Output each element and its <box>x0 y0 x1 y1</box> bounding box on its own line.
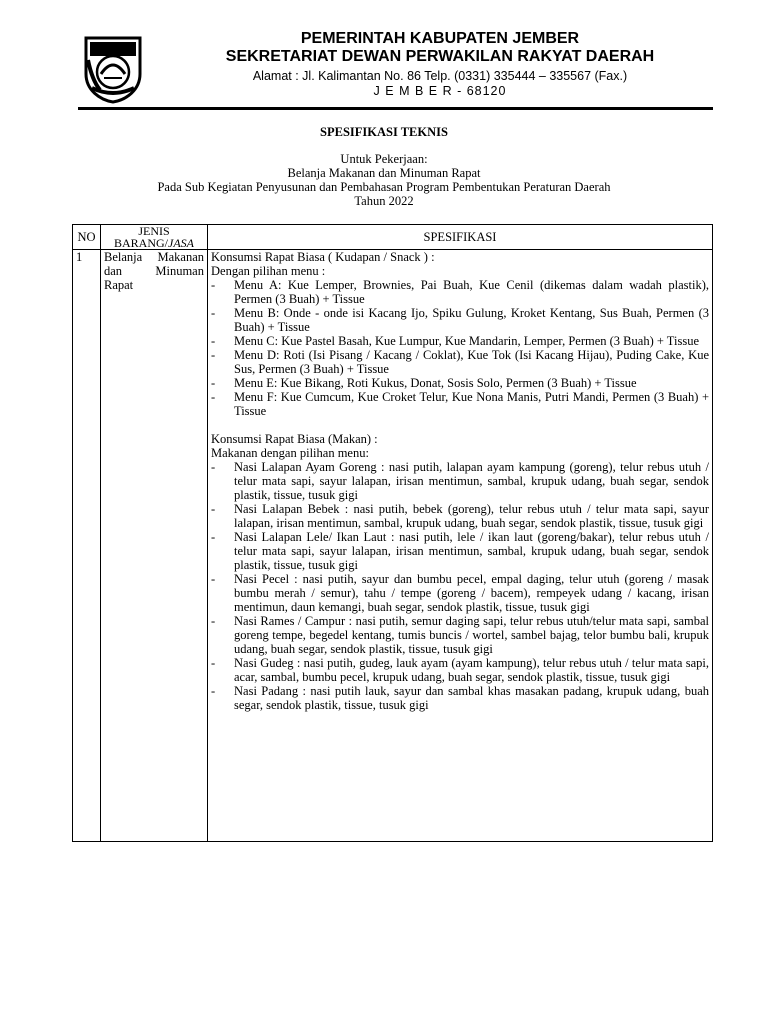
header-spesifikasi: SPESIFIKASI <box>208 225 713 250</box>
table-row <box>73 250 713 842</box>
list-item: - Nasi Rames / Campur : nasi putih, semur daging sapi, telur rebus utuh/telur mata sapi, sambal goreng tempe, begedel kentang, tumis buncis / wortel, sambel bajag, telor bumbu bali, krupuk udang, buah segar, sendok plastik, tissue, tusuk gigi <box>211 614 709 656</box>
list-item: - Nasi Lalapan Bebek : nasi putih, bebek (goreng), telur rebus utuh / telur mata sapi, sayur lalapan, irisan mentimun, sambal, krupuk udang, buah segar, sendok plastik, tissue, tusuk gigi <box>211 502 709 530</box>
header-no: NO <box>73 225 101 250</box>
row-no: 1 <box>73 250 101 842</box>
section-gap <box>211 418 709 432</box>
specification-table <box>72 224 713 842</box>
year: Tahun 2022 <box>354 194 414 208</box>
snack-menu-list <box>211 278 709 418</box>
list-item: - Nasi Lalapan Ayam Goreng : nasi putih, lalapan ayam kampung (goreng), telur rebus utuh / telur mata sapi, sayur lalapan, irisan mentimun, sambal, krupuk udang, buah segar, sendok plastik, tissue, tusuk gigi <box>211 460 709 502</box>
list-item: - Menu B: Onde - onde isi Kacang Ijo, Spiku Gulung, Kroket Kentang, Sus Buah, Permen (3 Buah) + Tissue <box>211 306 709 334</box>
letterhead-divider <box>78 107 713 110</box>
list-item: - Menu F: Kue Cumcum, Kue Croket Telur, Kue Nona Manis, Putri Mandi, Permen (3 Buah) + Tissue <box>211 390 709 418</box>
meal-menu-list <box>211 460 709 712</box>
document-heading: SPESIFIKASI TEKNIS <box>320 125 448 139</box>
list-item: - Nasi Padang : nasi putih lauk, sayur dan sambal khas masakan padang, krupuk udang, buah segar, sendok plastik, tissue, tusuk gigi <box>211 684 709 712</box>
sub-activity: Pada Sub Kegiatan Penyusunan dan Pembahasan Program Pembentukan Peraturan Daerah <box>157 180 611 194</box>
header-jenis-line1: JENIS <box>138 224 170 238</box>
list-item: - Menu A: Kue Lemper, Brownies, Pai Buah, Kue Cenil (dikemas dalam wadah plastik), Permen (3 Buah) + Tissue <box>211 278 709 306</box>
meal-section-title: Konsumsi Rapat Biasa (Makan) : <box>211 432 378 446</box>
table-header-row <box>73 225 713 250</box>
list-item: - Nasi Gudeg : nasi putih, gudeg, lauk ayam (ayam kampung), telur rebus utuh / telur mata sapi, acar, sambal, bumbu pecel, krupuk udang, buah segar, sendok plastik, tissue, tusuk gigi <box>211 656 709 684</box>
letterhead-text <box>160 30 720 98</box>
row-jenis: Belanja Makanan dan Minuman Rapat <box>101 250 208 842</box>
meal-section-subtitle: Makanan dengan pilihan menu: <box>211 446 369 460</box>
city-postcode: J E M B E R - 68120 <box>373 84 507 98</box>
snack-section-title: Konsumsi Rapat Biasa ( Kudapan / Snack ) : <box>211 250 435 264</box>
list-item: - Nasi Pecel : nasi putih, sayur dan bumbu pecel, empal daging, telur utuh (goreng / masak bumbu merah / semur), tahu / tempe (goreng / bacem), rempeyek udang / kacang, irisan mentimun, daun kemangi, buah segar, sendok plastik, tissue, tusuk gigi <box>211 572 709 614</box>
list-item: - Nasi Lalapan Lele/ Ikan Laut : nasi putih, lele / ikan laut (goreng/bakar), telur rebus utuh / telur mata sapi, sayur lalapan, irisan mentimun, sambal, krupuk udang, buah segar, sendok plastik, tissue, tusuk gigi <box>211 530 709 572</box>
kabupaten-jember-emblem-icon <box>78 34 148 104</box>
letterhead <box>0 0 768 112</box>
header-jenis-barang: BARANG/ <box>113 236 168 250</box>
for-work-label: Untuk Pekerjaan: <box>340 152 428 166</box>
header-jenis-jasa: JASA <box>168 236 194 250</box>
government-name: PEMERINTAH KABUPATEN JEMBER <box>300 30 580 47</box>
work-description <box>0 152 768 208</box>
work-name: Belanja Makanan dan Minuman Rapat <box>287 166 481 180</box>
snack-section-subtitle: Dengan pilihan menu : <box>211 264 326 278</box>
list-item: - Menu E: Kue Bikang, Roti Kukus, Donat, Sosis Solo, Permen (3 Buah) + Tissue <box>211 376 709 390</box>
header-jenis <box>101 225 208 250</box>
address-line: Alamat : Jl. Kalimantan No. 86 Telp. (0331) 335444 – 335567 (Fax.) <box>252 69 628 83</box>
row-spesifikasi <box>208 250 713 842</box>
list-item: - Menu D: Roti (Isi Pisang / Kacang / Coklat), Kue Tok (Isi Kacang Hijau), Puding Cake, Kue Sus, Permen (3 Buah) + Tissue <box>211 348 709 376</box>
list-item: - Menu C: Kue Pastel Basah, Kue Lumpur, Kue Mandarin, Lemper, Permen (3 Buah) + Tissue <box>211 334 709 348</box>
secretariat-name: SEKRETARIAT DEWAN PERWAKILAN RAKYAT DAERAH <box>225 48 655 65</box>
header-jenis-line2 <box>104 237 204 249</box>
